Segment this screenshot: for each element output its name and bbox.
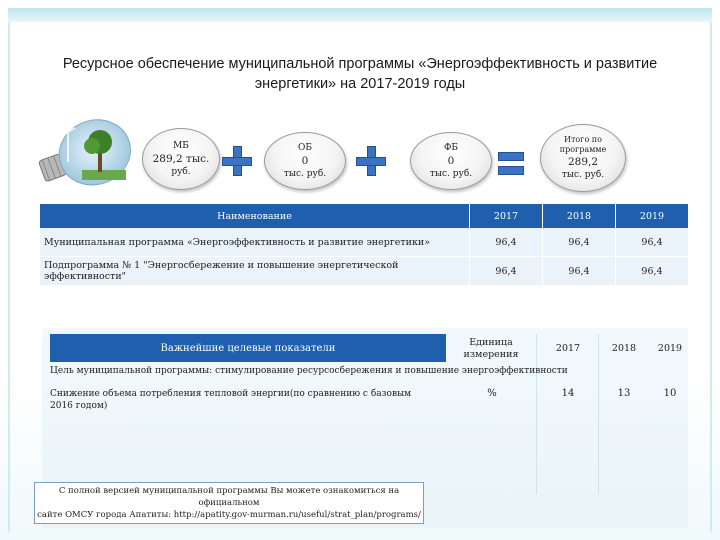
indicator-name: Снижение объема потребления тепловой энергии(по сравнению с базовым 2016 годом) xyxy=(50,389,412,411)
mb-unit: руб. xyxy=(171,167,191,177)
indicator-value-2017: 14 xyxy=(561,388,575,399)
top-frame-bar xyxy=(8,8,712,22)
row-name: Подпрограмма № 1 "Энергосбережение и повышение энергетической эффективности" xyxy=(40,257,470,286)
plus-icon-1 xyxy=(222,146,252,176)
mb-label: МБ xyxy=(173,141,189,151)
year-header-2019: 2019 xyxy=(657,343,683,354)
row-value: 96,4 xyxy=(616,257,689,286)
equals-icon xyxy=(498,152,524,176)
header-name: Наименование xyxy=(40,204,470,228)
row-name: Муниципальная программа «Энергоэффективность и развитие энергетики» xyxy=(40,228,470,257)
note-line-1: С полной версией муниципальной программы Вы можете ознакомиться на официальном xyxy=(58,486,400,508)
indicator-value-2018: 13 xyxy=(617,388,631,399)
fb-funding-oval xyxy=(410,132,492,190)
fb-value: 0 xyxy=(447,155,455,167)
program-funding-table xyxy=(40,204,688,286)
row-value: 96,4 xyxy=(543,228,616,257)
header-2019: 2019 xyxy=(616,204,689,228)
mb-funding-oval xyxy=(142,128,220,190)
column-divider xyxy=(598,334,599,494)
ob-funding-oval xyxy=(264,132,346,190)
mb-value: 289,2 тыс. xyxy=(152,153,210,165)
left-frame-line xyxy=(8,22,10,532)
unit-header: Единица измерения xyxy=(463,337,519,360)
indicator-value-2019: 10 xyxy=(663,388,677,399)
total-unit: тыс. руб. xyxy=(561,170,605,180)
total-funding-oval xyxy=(540,124,626,192)
column-divider xyxy=(536,334,537,494)
row-value: 96,4 xyxy=(543,257,616,286)
year-header-2017: 2017 xyxy=(555,343,581,354)
ob-unit: тыс. руб. xyxy=(283,169,327,179)
page-title: Ресурсное обеспечение муниципальной программы «Энергоэффективность и развитие энергетики» на 2017-2019 годы xyxy=(62,56,658,92)
right-frame-line xyxy=(710,22,712,532)
indicator-unit: % xyxy=(487,388,497,399)
program-info-note xyxy=(34,482,424,524)
ob-value: 0 xyxy=(301,155,309,167)
row-value: 96,4 xyxy=(616,228,689,257)
header-2017: 2017 xyxy=(470,204,543,228)
plus-icon-2 xyxy=(356,146,386,176)
ob-label: ОБ xyxy=(298,143,312,153)
header-2018: 2018 xyxy=(543,204,616,228)
total-value: 289,2 xyxy=(567,156,599,168)
lightbulb-tree-illustration xyxy=(38,112,138,202)
fb-label: ФБ xyxy=(443,143,459,153)
year-header-2018: 2018 xyxy=(611,343,637,354)
row-value: 96,4 xyxy=(470,257,543,286)
table-header-row xyxy=(40,204,688,228)
program-goal: Цель муниципальной программы: стимулирование ресурсосбережения и повышение энергоэффективности xyxy=(50,366,568,376)
indicators-header: Важнейшие целевые показатели xyxy=(50,334,446,362)
table-row xyxy=(40,228,688,257)
fb-unit: тыс. руб. xyxy=(429,169,473,179)
note-line-2: сайте ОМСУ города Апатиты: http://apatity.gov-murman.ru/useful/strat_plan/programs/ xyxy=(37,510,421,520)
row-value: 96,4 xyxy=(470,228,543,257)
total-label: Итого по программе xyxy=(559,135,607,154)
table-row xyxy=(40,257,688,286)
